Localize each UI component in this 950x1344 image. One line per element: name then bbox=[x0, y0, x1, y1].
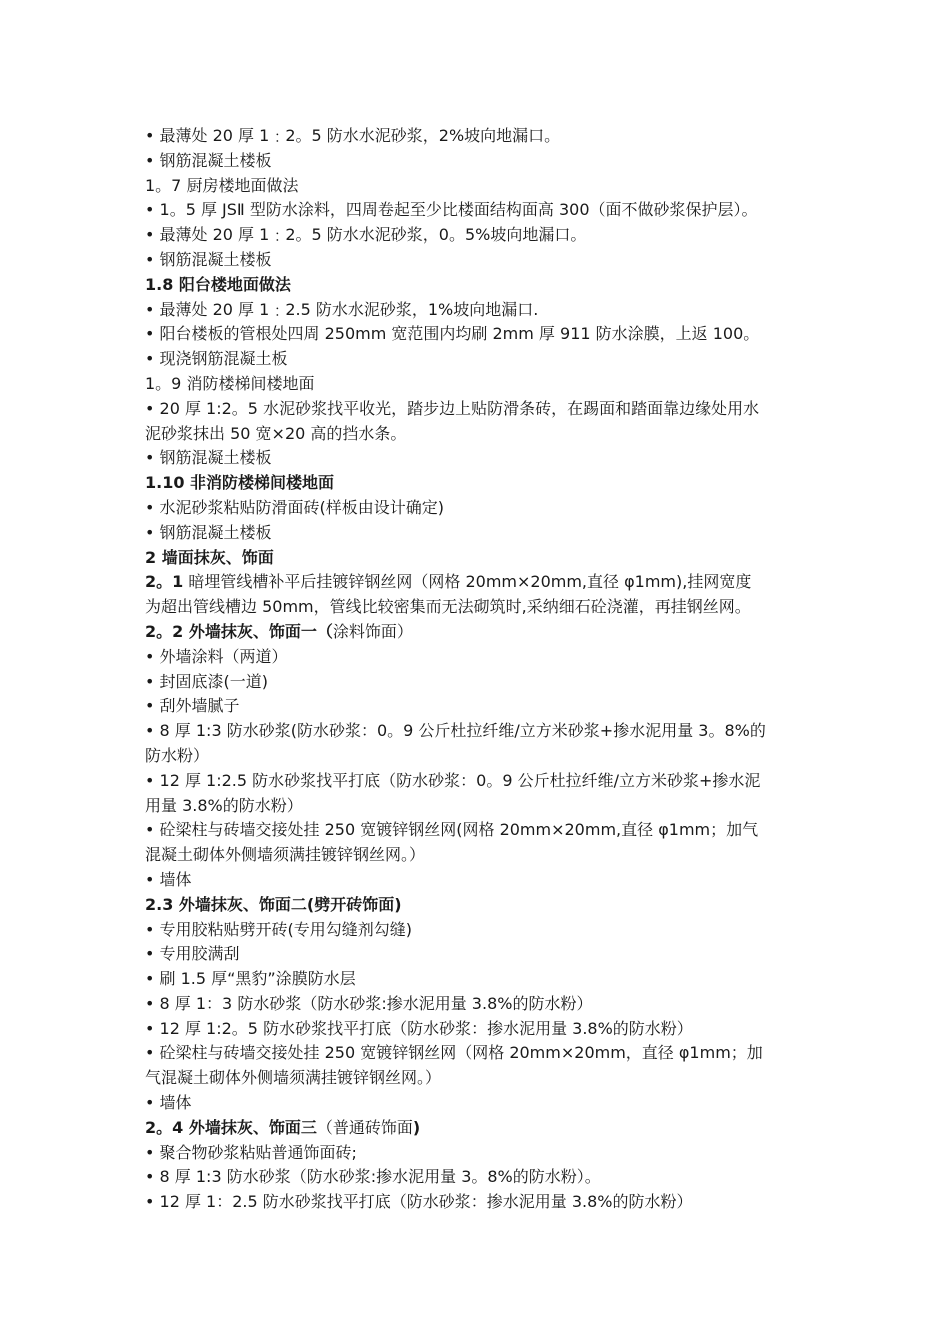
heading-body: 涂料饰面） bbox=[332, 621, 413, 641]
text-line: • 最薄处 20 厚 1﹕2。5 防水水泥砂浆，0。5%坡向地漏口。 bbox=[145, 225, 587, 245]
text-line: • 8 厚 1:3 防水砂浆（防水砂浆:掺水泥用量 3。8%的防水粉）。 bbox=[145, 1167, 601, 1187]
heading-prefix: 2。2 外墙抹灰、饰面一（ bbox=[145, 621, 333, 641]
text-line: 用量 3.8%的防水粉） bbox=[145, 795, 303, 815]
text-line: • 12 厚 1：2.5 防水砂浆找平打底（防水砂浆：掺水泥用量 3.8%的防水粉） bbox=[145, 1192, 693, 1212]
text-line: 防水粉） bbox=[145, 745, 210, 765]
text-line: • 12 厚 1:2。5 防水砂浆找平打底（防水砂浆：掺水泥用量 3.8%的防水粉） bbox=[145, 1018, 693, 1038]
text-line: • 砼梁柱与砖墙交接处挂 250 宽镀锌钢丝网(网格 20mm×20mm,直径 φ1mm；加气 bbox=[145, 820, 759, 840]
heading-prefix: 2。1 bbox=[145, 572, 184, 592]
text-line: • 最薄处 20 厚 1﹕2。5 防水水泥砂浆，2%坡向地漏口。 bbox=[145, 126, 561, 145]
text-line: 为超出管线槽边 50mm，管线比较密集而无法砌筑时,采纳细石砼浇灌，再挂钢丝网。 bbox=[145, 597, 751, 617]
text-line: 气混凝土砌体外侧墙须满挂镀锌钢丝网。） bbox=[145, 1068, 442, 1088]
text-line: • 聚合物砂浆粘贴普通饰面砖; bbox=[145, 1142, 357, 1162]
text-line: 1。7 厨房楼地面做法 bbox=[145, 175, 299, 195]
text-line: • 墙体 bbox=[145, 869, 192, 889]
text-line: • 阳台楼板的管根处四周 250mm 宽范围内均刷 2mm 厚 911 防水涂膜，上返 100。 bbox=[145, 324, 760, 344]
section-heading: 1.8 阳台楼地面做法 bbox=[145, 274, 291, 294]
text-line: • 钢筋混凝土楼板 bbox=[145, 522, 272, 542]
document-body bbox=[145, 124, 817, 1215]
heading-body: （普通砖饰面 bbox=[316, 1117, 413, 1137]
text-line: • 专用胶满刮 bbox=[145, 944, 240, 964]
text-line: • 8 厚 1：3 防水砂浆（防水砂浆:掺水泥用量 3.8%的防水粉） bbox=[145, 993, 593, 1013]
text-line: • 刷 1.5 厚“黑豹”涂膜防水层 bbox=[145, 969, 356, 989]
text-line bbox=[145, 1116, 817, 1141]
text-line: • 现浇钢筋混凝土板 bbox=[145, 349, 288, 369]
text-line: 1。9 消防楼梯间楼地面 bbox=[145, 373, 315, 393]
text-line: • 1。5 厚 JSⅡ 型防水涂料，四周卷起至少比楼面结构面高 300（面不做砂浆保护层）。 bbox=[145, 200, 758, 220]
text-line: • 12 厚 1:2.5 防水砂浆找平打底（防水砂浆：0。9 公斤杜拉纤维/立方米砂浆+掺水泥 bbox=[145, 770, 761, 790]
text-line: • 刮外墙腻子 bbox=[145, 696, 240, 716]
text-line: • 最薄处 20 厚 1﹕2.5 防水水泥砂浆，1%坡向地漏口. bbox=[145, 299, 539, 319]
heading-suffix: ) bbox=[412, 1117, 421, 1137]
text-line: • 8 厚 1:3 防水砂浆(防水砂浆：0。9 公斤杜拉纤维/立方米砂浆+掺水泥用量 3。8%的 bbox=[145, 721, 766, 741]
heading-prefix: 2。4 外墙抹灰、饰面三 bbox=[145, 1117, 317, 1137]
text-line: • 封固底漆(一道) bbox=[145, 671, 269, 691]
text-line: 混凝土砌体外侧墙须满挂镀锌钢丝网。） bbox=[145, 845, 426, 865]
heading-body: 暗埋管线槽补平后挂镀锌钢丝网（网格 20mm×20mm,直径 φ1mm),挂网宽度 bbox=[183, 572, 752, 592]
text-line: • 水泥砂浆粘贴防滑面砖(样板由设计确定) bbox=[145, 497, 445, 517]
section-heading: 2.3 外墙抹灰、饰面二(劈开砖饰面) bbox=[145, 894, 402, 914]
text-line: • 钢筋混凝土楼板 bbox=[145, 448, 272, 468]
text-line bbox=[145, 570, 817, 595]
section-heading: 1.10 非消防楼梯间楼地面 bbox=[145, 473, 335, 493]
text-line: • 专用胶粘贴劈开砖(专用勾缝剂勾缝) bbox=[145, 919, 413, 939]
text-line: • 墙体 bbox=[145, 1093, 192, 1113]
text-line: • 砼梁柱与砖墙交接处挂 250 宽镀锌钢丝网（网格 20mm×20mm，直径 φ1mm；加 bbox=[145, 1043, 763, 1063]
text-line: • 钢筋混凝土楼板 bbox=[145, 249, 272, 269]
text-line: • 20 厚 1:2。5 水泥砂浆找平收光，踏步边上贴防滑条砖，在踢面和踏面靠边缘处用水 bbox=[145, 398, 760, 418]
section-heading: 2 墙面抹灰、饰面 bbox=[145, 547, 274, 567]
text-line bbox=[145, 620, 817, 645]
text-line: • 钢筋混凝土楼板 bbox=[145, 150, 272, 170]
text-line: • 外墙涂料（两道） bbox=[145, 646, 288, 666]
text-line: 泥砂浆抹出 50 宽×20 高的挡水条。 bbox=[145, 423, 407, 443]
